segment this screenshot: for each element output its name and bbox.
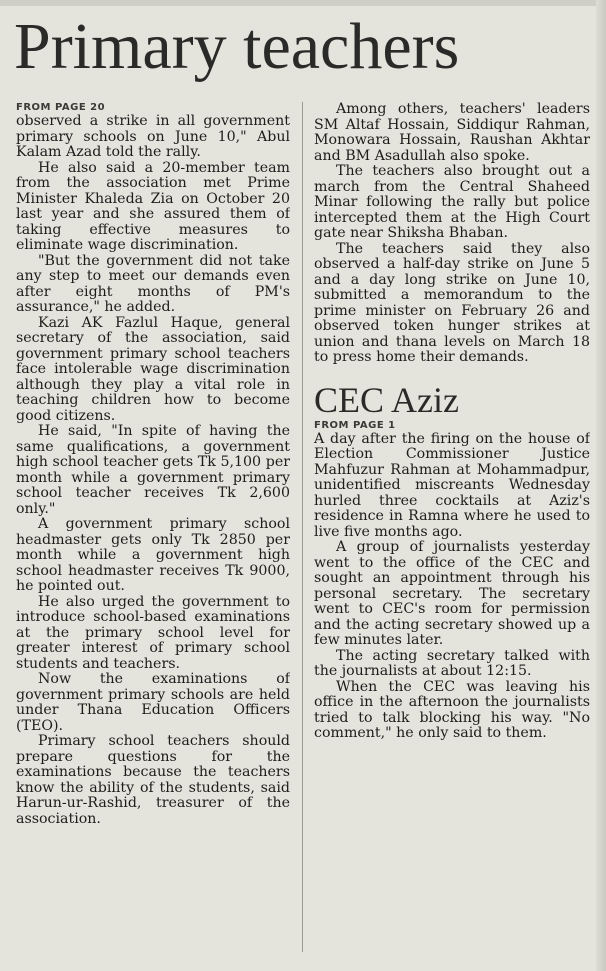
article-paragraph: observed a strike in all government primary schools on June 10," Abul Kalam Azad told the rally.	[16, 113, 290, 160]
second-article-headline: CEC Aziz	[314, 379, 459, 420]
article-paragraph: The teachers also brought out a march from the Central Shaheed Minar following the rally but police intercepted them at the High Court gate near Shiksha Bhaban.	[314, 163, 590, 241]
from-page-label: FROM PAGE 1	[314, 419, 396, 431]
article-paragraph: Primary school teachers should prepare questions for the examinations because the teachers know the ability of the students, said Harun-ur-Rashid, treasurer of the association.	[16, 733, 290, 827]
article-paragraph: The teachers said they also observed a half-day strike on June 5 and a day long strike on June 10, submitted a memorandum to the prime minister on February 26 and observed token hunger strikes at union and thana levels on March 18 to press home their demands.	[314, 240, 590, 365]
article-paragraph: "But the government did not take any step to meet our demands even after eight months of PM's assurance," he added.	[16, 252, 290, 315]
article-paragraph: He said, "In spite of having the same qualifications, a government high school teacher gets Tk 5,100 per month while a government primary school teacher receives Tk 2,600 only."	[16, 423, 290, 517]
article-paragraph: Kazi AK Fazlul Haque, general secretary of the association, said government primary school teachers face intolerable wage discrimination although they play a vital role in teaching children how to become good citizens.	[16, 314, 290, 424]
article-paragraph: He also urged the government to introduce school-based examinations at the primary school level for greater interest of primary school students and teachers.	[16, 593, 290, 672]
article-paragraph: A day after the firing on the house of Election Commissioner Justice Mahfuzur Rahman at Mohammadpur, unidentified miscreants Wednesday hurled three cocktails at Aziz's residence in Ramna where he used to live five months ago.	[314, 430, 590, 540]
article-paragraph: He also said a 20-member team from the association met Prime Minister Khaleda Zia on October 20 last year and she assured them of taking effective measures to eliminate wage discrimination.	[16, 159, 290, 253]
article-headline: Primary teachers	[14, 10, 460, 83]
article-paragraph: Among others, teachers' leaders SM Altaf Hossain, Siddiqur Rahman, Monowara Hossain, Raushan Akhtar and BM Asadullah also spoke.	[314, 102, 590, 164]
article-paragraph: Now the examinations of government primary schools are held under Thana Education Officers (TEO).	[16, 671, 290, 734]
column-left	[16, 102, 290, 962]
article-paragraph: When the CEC was leaving his office in the afternoon the journalists tried to talk blocking his way. "No comment," he only said to them.	[314, 678, 590, 741]
article-paragraph: A group of journalists yesterday went to the office of the CEC and sought an appointment through his personal secretary. The secretary went to CEC's room for permission and the acting secretary showed up a few minutes later.	[314, 539, 590, 648]
paper-edge-top	[0, 0, 606, 6]
article-paragraph: The acting secretary talked with the journalists at about 12:15.	[314, 647, 590, 679]
column-divider	[302, 102, 303, 952]
paper-edge-right	[596, 0, 606, 971]
from-page-label: FROM PAGE 20	[16, 102, 106, 113]
column-right	[314, 102, 590, 962]
article-paragraph: A government primary school headmaster gets only Tk 2850 per month while a government high school headmaster receives Tk 9000, he pointed out.	[16, 516, 290, 594]
